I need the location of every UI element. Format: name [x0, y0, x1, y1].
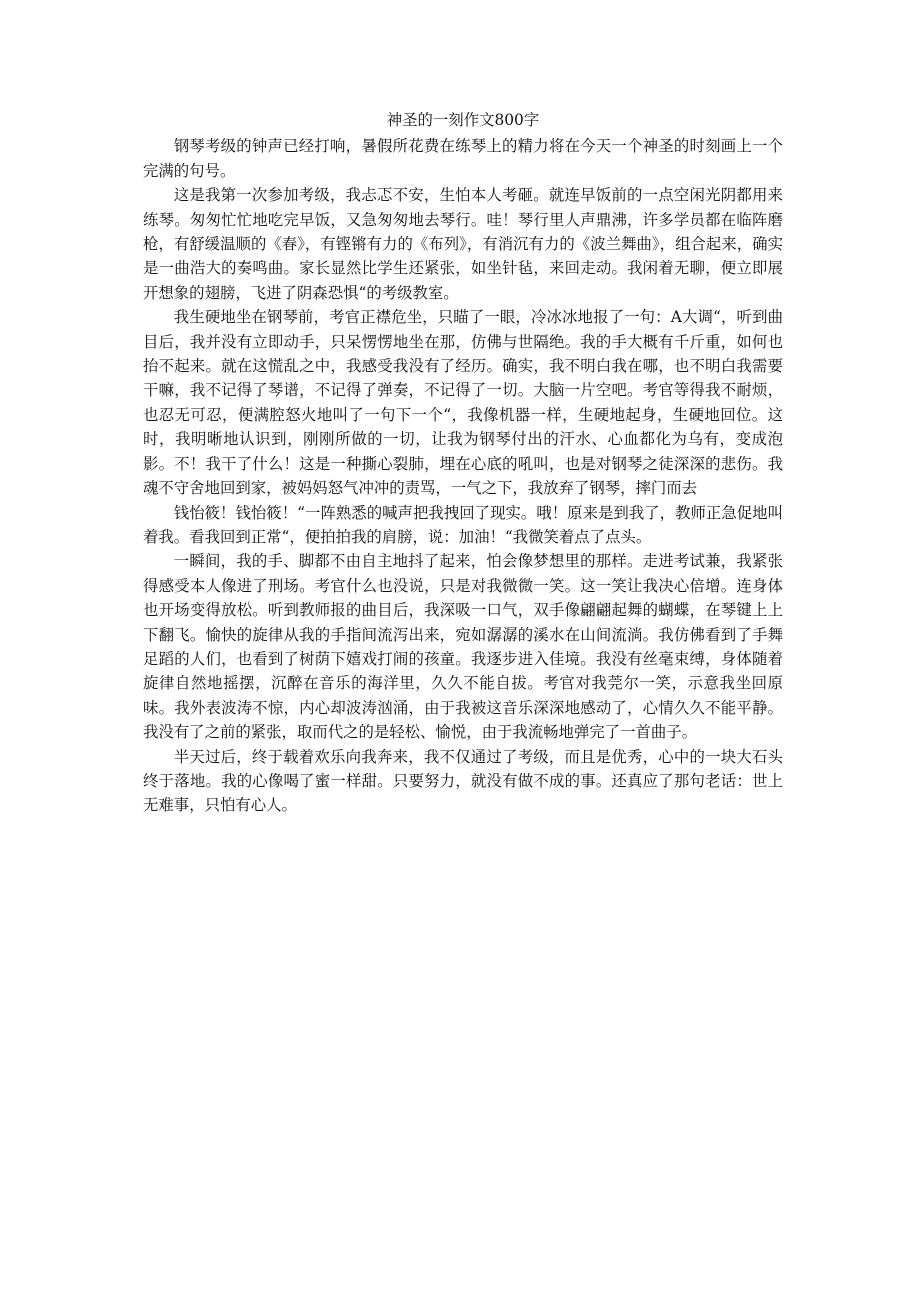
document-body: [143, 108, 783, 818]
paragraph-6: 半天过后，终于载着欢乐向我奔来，我不仅通过了考级，而且是优秀，心中的一块大石头终于落地。我的心像喝了蜜一样甜。只要努力，就没有做不成的事。还真应了那句老话：世上无难事，只怕有心人。: [143, 747, 783, 815]
paragraph-1: 钢琴考级的钟声已经打响，暑假所花费在练琴上的精力将在今天一个神圣的时刻画上一个完满的句号。: [143, 137, 783, 180]
paragraph-4: 钱怡筱！钱怡筱！“一阵熟悉的喊声把我拽回了现实。哦！原来是到我了，教师正急促地叫着我。看我回到正常“，便拍拍我的肩膀，说：加油！“我微笑着点了点头。: [143, 503, 783, 546]
paragraph-2: 这是我第一次参加考级，我忐忑不安，生怕本人考砸。就连早饭前的一点空闲光阴都用来练琴。匆匆忙忙地吃完早饭，又急匆匆地去琴行。哇！琴行里人声鼎沸，许多学员都在临阵磨枪，有舒缓温顺的《春》，有铿锵有力的《布列》，有消沉有力的《波兰舞曲》，组合起来，确实是一曲浩大的奏鸣曲。家长显然比学生还紧张，如坐针毡，来回走动。我闲着无聊，便立即展开想象的翅膀，飞进了阴森恐惧“的考级教室。: [143, 186, 783, 302]
paragraph-3: 我生硬地坐在钢琴前，考官正襟危坐，只瞄了一眼，冷冰冰地报了一句：A大调“，听到曲目后，我并没有立即动手，只呆愣愣地坐在那，仿佛与世隔绝。我的手大概有千斤重，如何也抬不起来。就在这慌乱之中，我感受我没有了经历。确实，我不明白我在哪，也不明白我需要干嘛，我不记得了琴谱，不记得了弹奏，不记得了一切。大脑一片空吧。考官等得我不耐烦，也忍无可忍，便满腔怒火地叫了一句下一个“，我像机器一样，生硬地起身，生硬地回位。这时，我明晰地认识到，刚刚所做的一切，让我为钢琴付出的汗水、心血都化为乌有，变成泡影。不！我干了什么！这是一种撕心裂肺，埋在心底的吼叫，也是对钢琴之徒深深的悲伤。我魂不守舍地回到家，被妈妈怒气冲冲的责骂，一气之下，我放弃了钢琴，摔门而去: [143, 308, 783, 498]
paragraph-5: 一瞬间，我的手、脚都不由自主地抖了起来，怕会像梦想里的那样。走进考试兼，我紧张得感受本人像进了刑场。考官什么也没说，只是对我微微一笑。这一笑让我决心倍增。连身体也开场变得放松。听到教师报的曲目后，我深吸一口气，双手像翩翩起舞的蝴蝶，在琴键上上下翻飞。愉快的旋律从我的手指间流泻出来，宛如潺潺的溪水在山间流淌。我仿佛看到了手舞足蹈的人们，也看到了树荫下嬉戏打闹的孩童。我逐步进入佳境。我没有丝毫束缚，身体随着旋律自然地摇摆，沉醉在音乐的海洋里，久久不能自拔。考官对我莞尔一笑，示意我坐回原味。我外表波涛不惊，内心却波涛汹涌，由于我被这音乐深深地感动了，心情久久不能平静。我没有了之前的紧张，取而代之的是轻松、愉悦，由于我流畅地弹完了一首曲子。: [143, 552, 783, 742]
document-title: 神圣的一刻作文800字: [386, 111, 540, 129]
